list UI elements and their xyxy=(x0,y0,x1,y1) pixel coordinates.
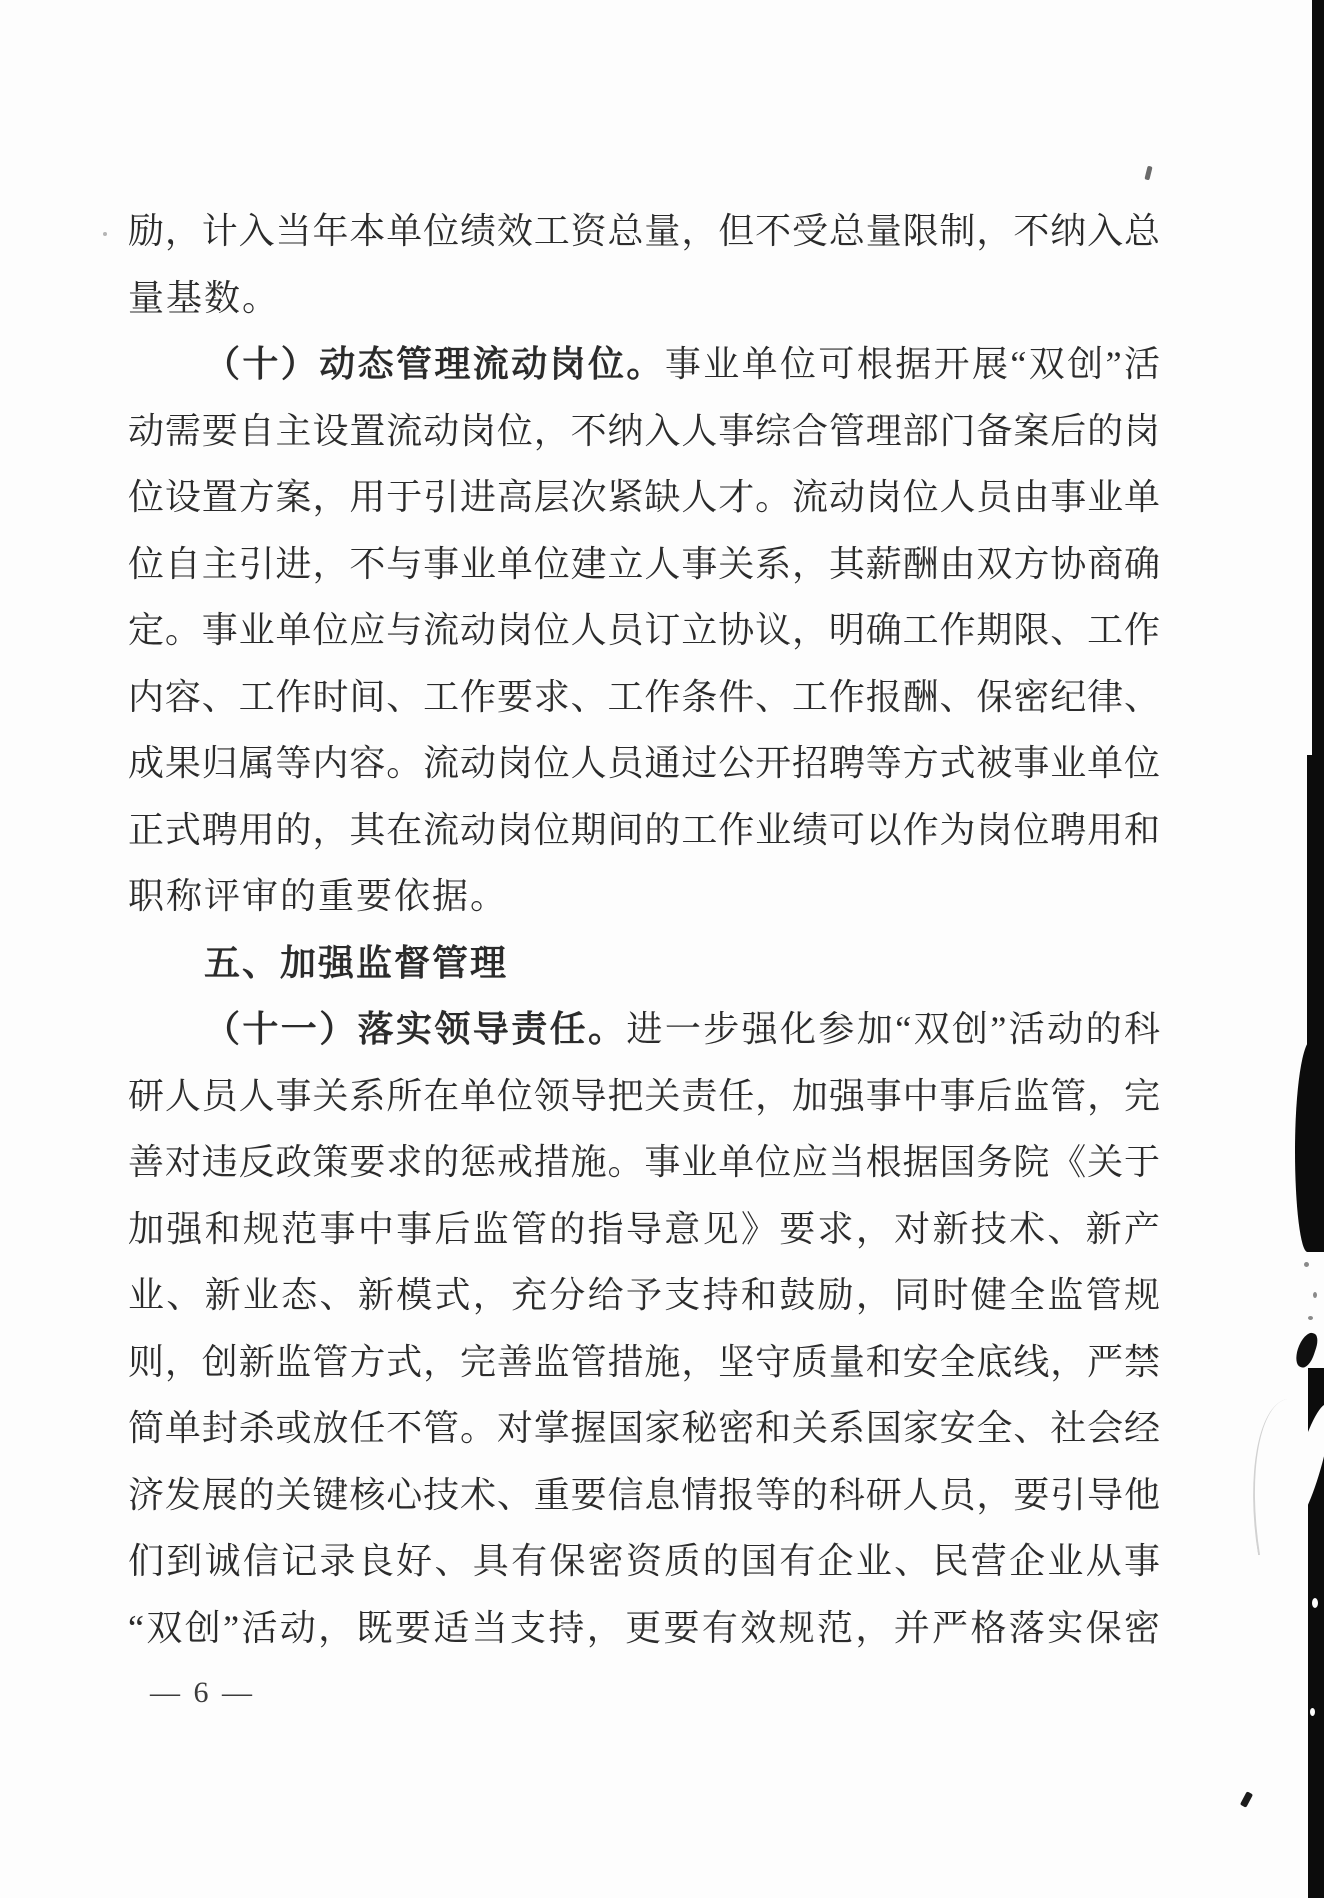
text-line xyxy=(128,331,1160,398)
text-line xyxy=(128,1395,1160,1462)
text-segment: 励，计入当年本单位绩效工资总量，但不受总量限制，不纳入总 xyxy=(128,211,1160,251)
text-segment: 内容、工作时间、工作要求、工作条件、工作报酬、保密纪律、 xyxy=(128,676,1160,717)
section-heading xyxy=(128,930,1160,997)
section-heading-text: 五、加强监督管理 xyxy=(204,942,509,983)
text-segment: 简单封杀或放任不管。对掌握国家秘密和关系国家安全、社会经 xyxy=(128,1408,1160,1448)
scan-hair-line xyxy=(1235,1399,1312,1556)
text-line xyxy=(128,1528,1160,1595)
text-line xyxy=(128,597,1160,664)
text-line xyxy=(128,398,1160,465)
text-segment: 动需要自主设置流动岗位，不纳入人事综合管理部门备案后的岗 xyxy=(128,410,1160,451)
page-number: — 6 — xyxy=(150,1676,255,1709)
text-segment: 济发展的关键核心技术、重要信息情报等的科研人员，要引导他 xyxy=(128,1474,1160,1515)
text-line xyxy=(128,531,1160,598)
text-line xyxy=(128,1262,1160,1329)
text-segment: 位自主引进，不与事业单位建立人事关系，其薪酬由双方协商确 xyxy=(128,543,1160,584)
text-line xyxy=(128,464,1160,531)
text-line xyxy=(128,1129,1160,1196)
scan-edge-band-bottom xyxy=(1308,1368,1324,1898)
text-segment: 位设置方案，用于引进高层次紧缺人才。流动岗位人员由事业单 xyxy=(128,477,1160,517)
text-line xyxy=(128,1063,1160,1130)
scan-white-streak xyxy=(1308,1401,1324,1531)
scan-ink-blob xyxy=(1293,1330,1320,1369)
text-line xyxy=(128,996,1160,1063)
text-segment: 善对违反政策要求的惩戒措施。事业单位应当根据国务院《关于 xyxy=(128,1142,1160,1182)
text-segment: “双创”活动，既要适当支持，更要有效规范，并严格落实保密 xyxy=(128,1607,1160,1648)
text-segment: 们到诚信记录良好、具有保密资质的国有企业、民营企业从事 xyxy=(128,1541,1160,1581)
text-line xyxy=(128,863,1160,930)
paragraph-lead-bold: （十一）落实领导责任。 xyxy=(204,1009,627,1049)
text-line xyxy=(128,664,1160,731)
scan-white-speck xyxy=(1310,1708,1315,1716)
scan-edge-band-mid xyxy=(1307,755,1324,1055)
scan-speck xyxy=(1308,1316,1313,1320)
scan-tick-mark xyxy=(1144,166,1152,181)
paragraph-lead-bold: （十）动态管理流动岗位。 xyxy=(204,344,665,384)
text-segment: 则，创新监管方式，完善监管措施，坚守质量和安全底线，严禁 xyxy=(128,1341,1160,1382)
text-segment: 进一步强化参加“双创”活动的科 xyxy=(626,1009,1160,1049)
text-segment: 成果归属等内容。流动岗位人员通过公开招聘等方式被事业单位 xyxy=(128,743,1160,783)
scan-edge-band-top xyxy=(1312,0,1324,760)
text-line xyxy=(128,1595,1160,1662)
text-line xyxy=(128,198,1160,265)
text-segment: 职称评审的重要依据。 xyxy=(128,876,509,916)
scan-speck xyxy=(1304,1262,1309,1267)
scan-edge-bulge xyxy=(1295,1040,1324,1252)
text-segment: 加强和规范事中事后监管的指导意见》要求，对新技术、新产 xyxy=(128,1208,1160,1249)
text-segment: 定。事业单位应与流动岗位人员订立协议，明确工作期限、工作 xyxy=(128,610,1160,650)
scan-white-speck xyxy=(1312,1598,1318,1608)
text-line xyxy=(128,797,1160,864)
text-segment: 业、新业态、新模式，充分给予支持和鼓励，同时健全监管规 xyxy=(128,1275,1160,1315)
scan-speck xyxy=(1313,1292,1317,1298)
text-line xyxy=(128,1329,1160,1396)
text-segment: 研人员人事关系所在单位领导把关责任，加强事中事后监管，完 xyxy=(128,1075,1160,1116)
text-segment: 事业单位可根据开展“双创”活 xyxy=(664,344,1160,384)
scan-left-dot xyxy=(103,232,107,236)
scan-corner-mark xyxy=(1240,1791,1253,1808)
document-text-block xyxy=(128,198,1160,1661)
text-line xyxy=(128,265,1160,332)
text-line xyxy=(128,730,1160,797)
text-line xyxy=(128,1462,1160,1529)
text-line xyxy=(128,1196,1160,1263)
text-segment: 量基数。 xyxy=(128,277,281,318)
text-segment: 正式聘用的，其在流动岗位期间的工作业绩可以作为岗位聘用和 xyxy=(128,809,1160,850)
